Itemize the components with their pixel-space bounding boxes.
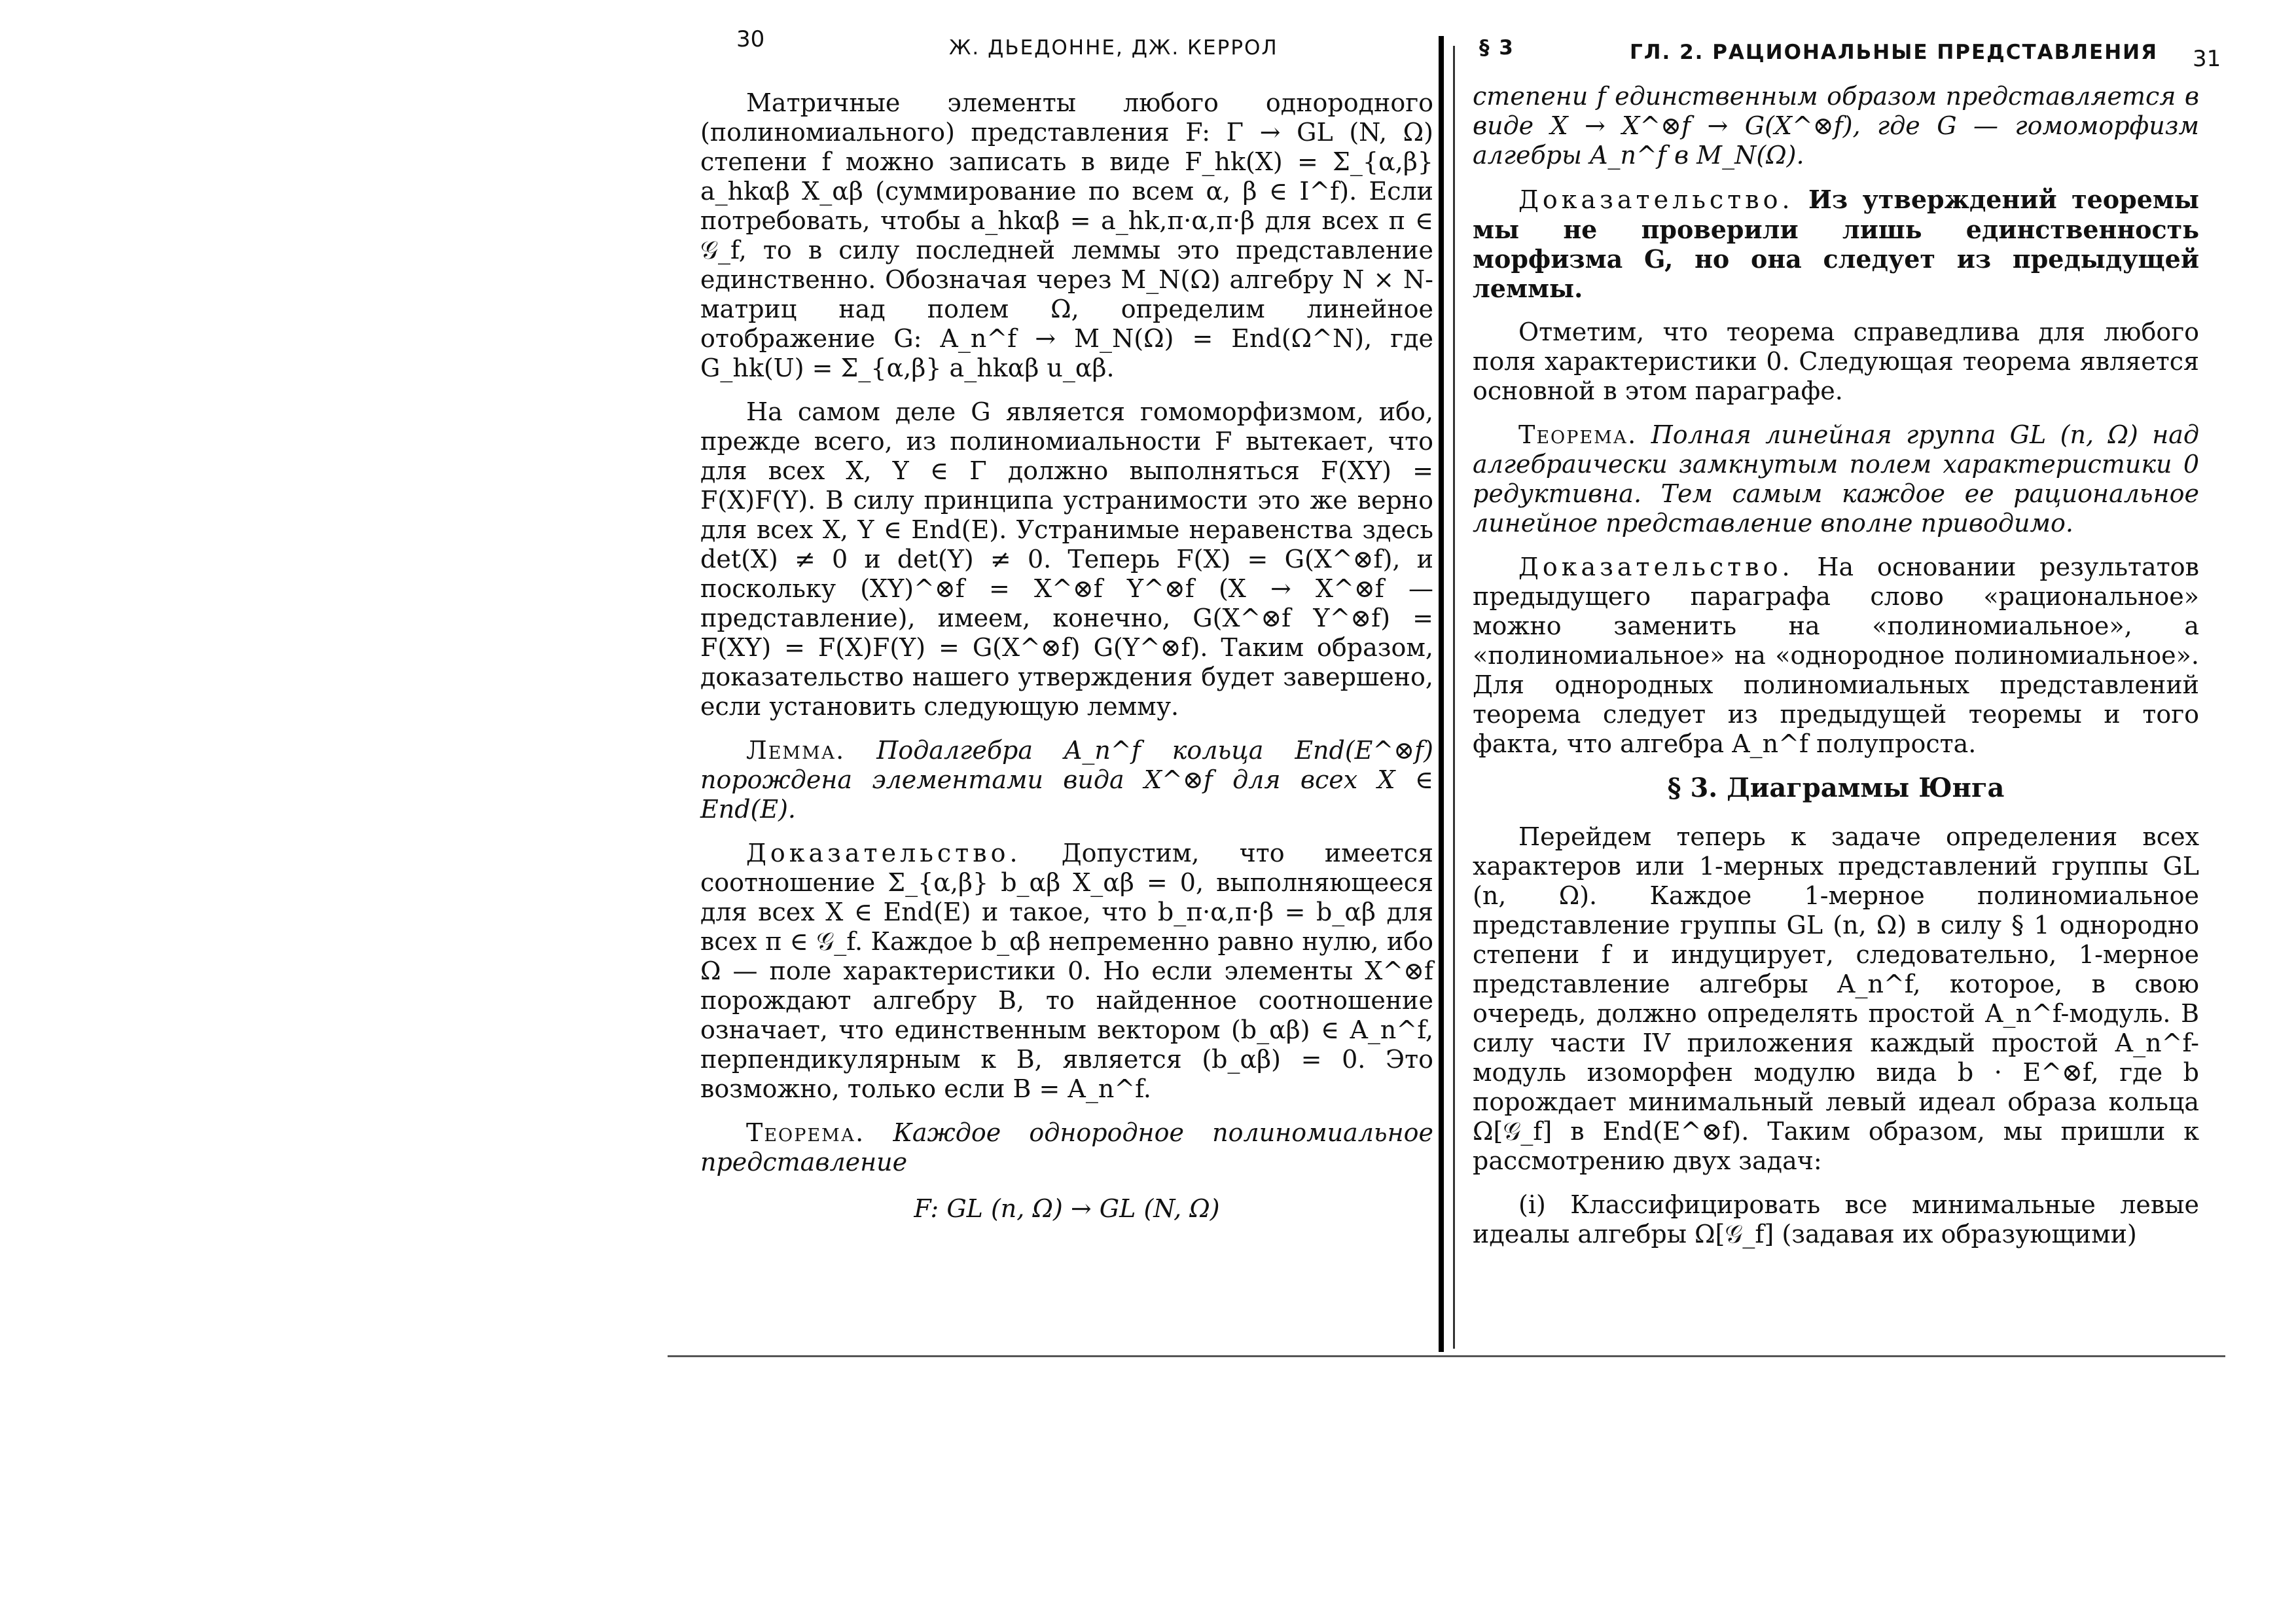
page-gutter	[1439, 36, 1444, 1352]
scanned-book-spread	[668, 26, 2225, 1355]
proof	[700, 839, 1433, 1104]
paragraph: Матричные элементы любого однородного (полиномиального) представления F: Γ → GL (N, Ω) степени f можно записать в виде F_hk(X) = Σ_{α,β} a_hkαβ X_αβ (суммирование по всем α, β ∈ I^f). Если потребовать, чтобы a_hkαβ = a_hk,π·α,π·β для всех π ∈ 𝒢_f, то в силу последней леммы это представление единственно. Обозначая через M_N(Ω) алгебру N × N-матриц над полем Ω, определим линейное отображение G: A_n^f → M_N(Ω) = End(Ω^N), где G_hk(U) = Σ_{α,β} a_hkαβ u_αβ.	[700, 88, 1433, 382]
theorem-label: Теорема.	[1518, 420, 1638, 449]
theorem-continuation: степени f единственным образом представляется в виде X → X^⊗f → G(X^⊗f), где G — гомоморфизм алгебры A_n^f в M_N(Ω).	[1473, 82, 2199, 170]
left-running-head: Ж. ДЬЕДОННЕ, ДЖ. КЕРРОЛ	[949, 36, 1278, 60]
paragraph	[1473, 82, 2199, 170]
right-page	[1473, 26, 2225, 1355]
left-page	[668, 26, 1499, 1355]
right-page-body	[1473, 82, 2199, 1264]
page-gutter-edge	[1453, 46, 1455, 1349]
theorem-text: Каждое однородное полиномиальное представление	[700, 1118, 1433, 1176]
proof	[1473, 553, 2199, 759]
right-section-mark: § 3	[1479, 36, 1515, 60]
scan-bottom-edge	[668, 1355, 2225, 1357]
paragraph: Отметим, что теорема справедлива для любого поля характеристики 0. Следующая теорема является основной в этом параграфе.	[1473, 318, 2199, 405]
theorem	[700, 1118, 1433, 1177]
lemma	[700, 736, 1433, 824]
right-page-number: 31	[2193, 46, 2221, 72]
proof-label: Доказательство.	[1518, 553, 1794, 581]
proof-text: Допустим, что имеется соотношение Σ_{α,β} b_αβ X_αβ = 0, выполняющееся для всех X ∈ End(E) и такое, что b_π·α,π·β = b_αβ для всех π ∈ 𝒢_f. Каждое b_αβ непременно равно нулю, ибо Ω — поле характеристики 0. Но если элементы X^⊗f порождают алгебру B, то найденное соотношение означает, что единственным вектором (b_αβ) ∈ A_n^f, перпендикулярным к B, является (b_αβ) = 0. Это возможно, только если B = A_n^f.	[700, 839, 1433, 1103]
theorem-label: Теорема.	[746, 1118, 865, 1147]
proof-text: На основании результатов предыдущего параграфа слово «рациональное» можно заменить на «полиномиальное», а «полиномиальное» на «однородное полиномиальное». Для однородных полиномиальных представлений теорема следует из предыдущей теоремы и того факта, что алгебра A_n^f полупроста.	[1473, 553, 2199, 758]
left-page-number: 30	[736, 26, 765, 52]
proof-text: Из утверждений теоремы мы не проверили лишь единственность морфизма G, но она следует из предыдущей леммы.	[1473, 185, 2200, 303]
proof-label: Доказательство.	[1518, 185, 1794, 214]
lemma-text: Подалгебра A_n^f кольца End(E^⊗f) порождена элементами вида X^⊗f для всех X ∈ End(E).	[700, 736, 1433, 824]
section-heading: § 3. Диаграммы Юнга	[1667, 773, 2005, 803]
list-item: (i) Классифицировать все минимальные левые идеалы алгебры Ω[𝒢_f] (задавая их образующими)	[1473, 1190, 2199, 1249]
proof	[1473, 185, 2199, 303]
theorem-text: Полная линейная группа GL (n, Ω) над алгебраически замкнутым полем характеристики 0 редуктивна. Тем самым каждое ее рациональное линейное представление вполне приводимо.	[1473, 420, 2199, 538]
left-page-body	[700, 88, 1433, 1241]
paragraph: Перейдем теперь к задаче определения всех характеров или 1-мерных представлений группы GL (n, Ω). Каждое 1-мерное полиномиальное представление группы GL (n, Ω) в силу § 1 однородно степени f и индуцирует, следовательно, 1-мерное представление алгебры A_n^f, которое, в свою очередь, должно определять простой A_n^f-модуль. В силу части IV приложения каждый простой A_n^f-модуль изоморфен модулю вида b · E^⊗f, где b порождает минимальный левый идеал образа кольца Ω[𝒢_f] в End(E^⊗f). Таким образом, мы пришли к рассмотрению двух задач:	[1473, 822, 2199, 1175]
theorem	[1473, 420, 2199, 538]
theorem-formula: F: GL (n, Ω) → GL (N, Ω)	[914, 1194, 1220, 1223]
lemma-label: Лемма.	[746, 736, 846, 765]
paragraph: На самом деле G является гомоморфизмом, ибо, прежде всего, из полиномиальности F вытекает, что для всех X, Y ∈ Γ должно выполняться F(XY) = F(X)F(Y). В силу принципа устранимости это же верно для всех X, Y ∈ End(E). Устранимые неравенства здесь det(X) ≠ 0 и det(Y) ≠ 0. Теперь F(X) = G(X^⊗f), и поскольку (XY)^⊗f = X^⊗f Y^⊗f (X → X^⊗f — представление), имеем, конечно, G(X^⊗f Y^⊗f) = F(XY) = F(X)F(Y) = G(X^⊗f) G(Y^⊗f). Таким образом, доказательство нашего утверждения будет завершено, если установить следующую лемму.	[700, 397, 1433, 721]
right-running-head: ГЛ. 2. РАЦИОНАЛЬНЫЕ ПРЕДСТАВЛЕНИЯ	[1630, 41, 2158, 64]
proof-label: Доказательство.	[746, 839, 1022, 867]
